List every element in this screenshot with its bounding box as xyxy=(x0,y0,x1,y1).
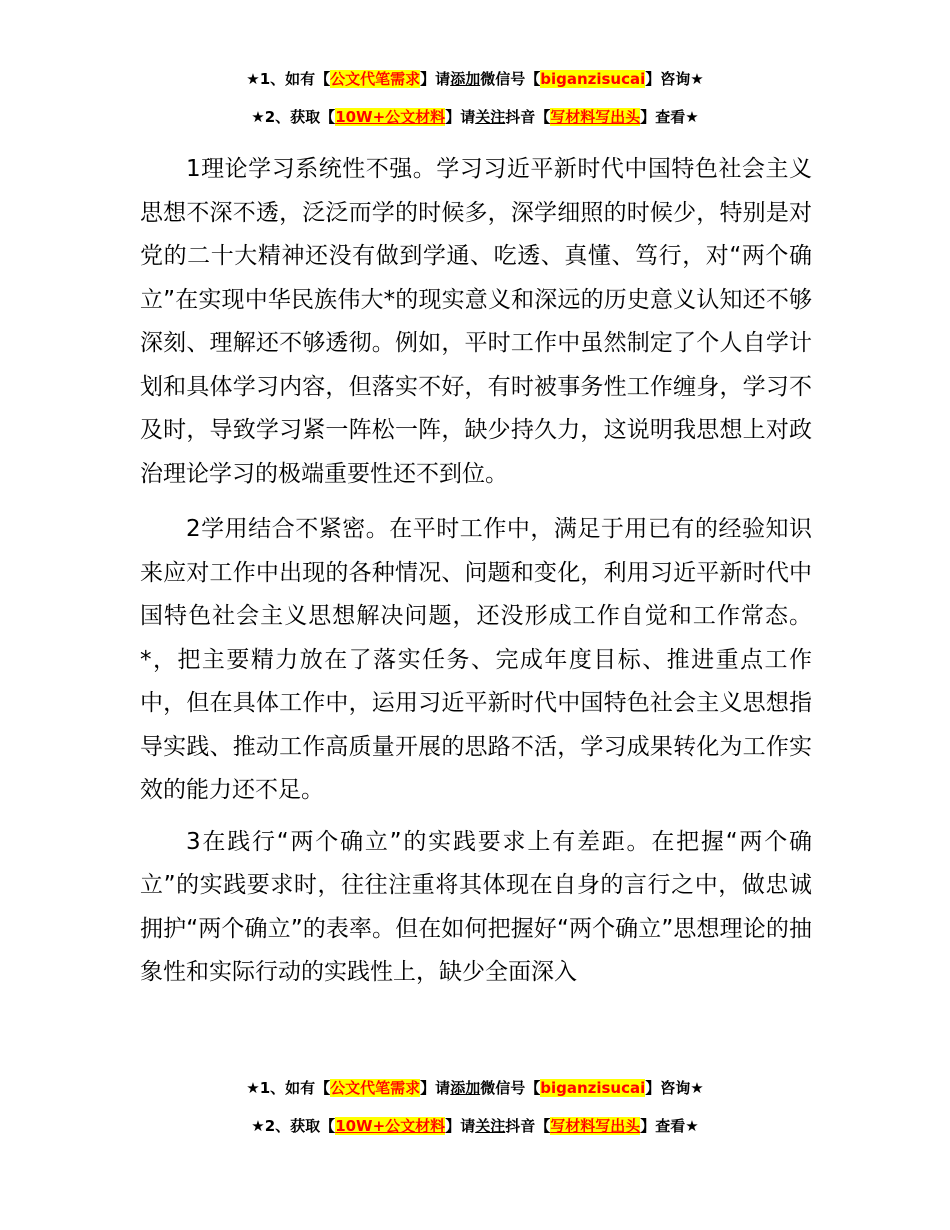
banner-text: 】查看★ xyxy=(640,1117,699,1135)
paragraph-3: 3在践行“两个确立”的实践要求上有差距。在把握“两个确立”的实践要求时，往往注重将其体现在自身的言行之中，做忠诚拥护“两个确立”的表率。但在如何把握好“两个确立”思想理论的抽象性和实际行动的实践性上，缺少全面深入 xyxy=(140,828,812,985)
banner-highlight: biganzisucai xyxy=(540,70,646,88)
banner-highlight: 公文代笔需求 xyxy=(330,70,421,88)
paragraph-1: 1理论学习系统性不强。学习习近平新时代中国特色社会主义思想不深不透，泛泛而学的时候多，深学细照的时候少，特别是对党的二十大精神还没有做到学通、吃透、真懂、笃行，对“两个确立”在实现中华民族伟大*的现实意义和深远的历史意义认知还不够深刻、理解还不够透彻。例如，平时工作中虽然制定了个人自学计划和具体学习内容，但落实不好，有时被事务性工作缠身，学习不及时，导致学习紧一阵松一阵，缺少持久力，这说明我思想上对政治理论学习的极端重要性还不到位。 xyxy=(140,156,812,487)
banner-underlined-text: 关注 xyxy=(475,1117,506,1135)
banner-underlined-text: 关注 xyxy=(475,108,506,126)
banner-text: 抖音【 xyxy=(505,1117,551,1135)
banner-text: ★2、获取【 xyxy=(251,108,336,126)
banner-highlight: 10W+公文材料 xyxy=(335,108,446,126)
banner-highlight: 10W+公文材料 xyxy=(335,1117,446,1135)
banner-text: 】咨询★ xyxy=(645,70,704,88)
banner-highlight: 写材料写出头 xyxy=(550,1117,641,1135)
banner-underlined-text: 添加 xyxy=(450,70,481,88)
banner-text: 微信号【 xyxy=(480,70,541,88)
document-body xyxy=(140,148,812,1003)
footer-banner-line-1 xyxy=(0,1078,950,1098)
banner-text: 】咨询★ xyxy=(645,1079,704,1097)
banner-text: 】请 xyxy=(420,1079,451,1097)
banner-text: 抖音【 xyxy=(505,108,551,126)
banner-text: 】请 xyxy=(445,108,476,126)
banner-highlight: biganzisucai xyxy=(540,1079,646,1097)
banner-text: 】请 xyxy=(445,1117,476,1135)
header-banner-line-1 xyxy=(0,69,950,89)
banner-text: 微信号【 xyxy=(480,1079,541,1097)
banner-highlight: 写材料写出头 xyxy=(550,108,641,126)
footer-banner-line-2 xyxy=(0,1116,950,1136)
banner-text: 】请 xyxy=(420,70,451,88)
banner-text: ★1、如有【 xyxy=(246,1079,331,1097)
banner-underlined-text: 添加 xyxy=(450,1079,481,1097)
banner-text: 】查看★ xyxy=(640,108,699,126)
banner-text: ★2、获取【 xyxy=(251,1117,336,1135)
header-banner-line-2 xyxy=(0,107,950,127)
paragraph-2: 2学用结合不紧密。在平时工作中，满足于用已有的经验知识来应对工作中出现的各种情况、问题和变化，利用习近平新时代中国特色社会主义思想解决问题，还没形成工作自觉和工作常态。*，把主要精力放在了落实任务、完成年度目标、推进重点工作中，但在具体工作中，运用习近平新时代中国特色社会主义思想指导实践、推动工作高质量开展的思路不活，学习成果转化为工作实效的能力还不足。 xyxy=(140,516,812,803)
banner-text: ★1、如有【 xyxy=(246,70,331,88)
banner-highlight: 公文代笔需求 xyxy=(330,1079,421,1097)
